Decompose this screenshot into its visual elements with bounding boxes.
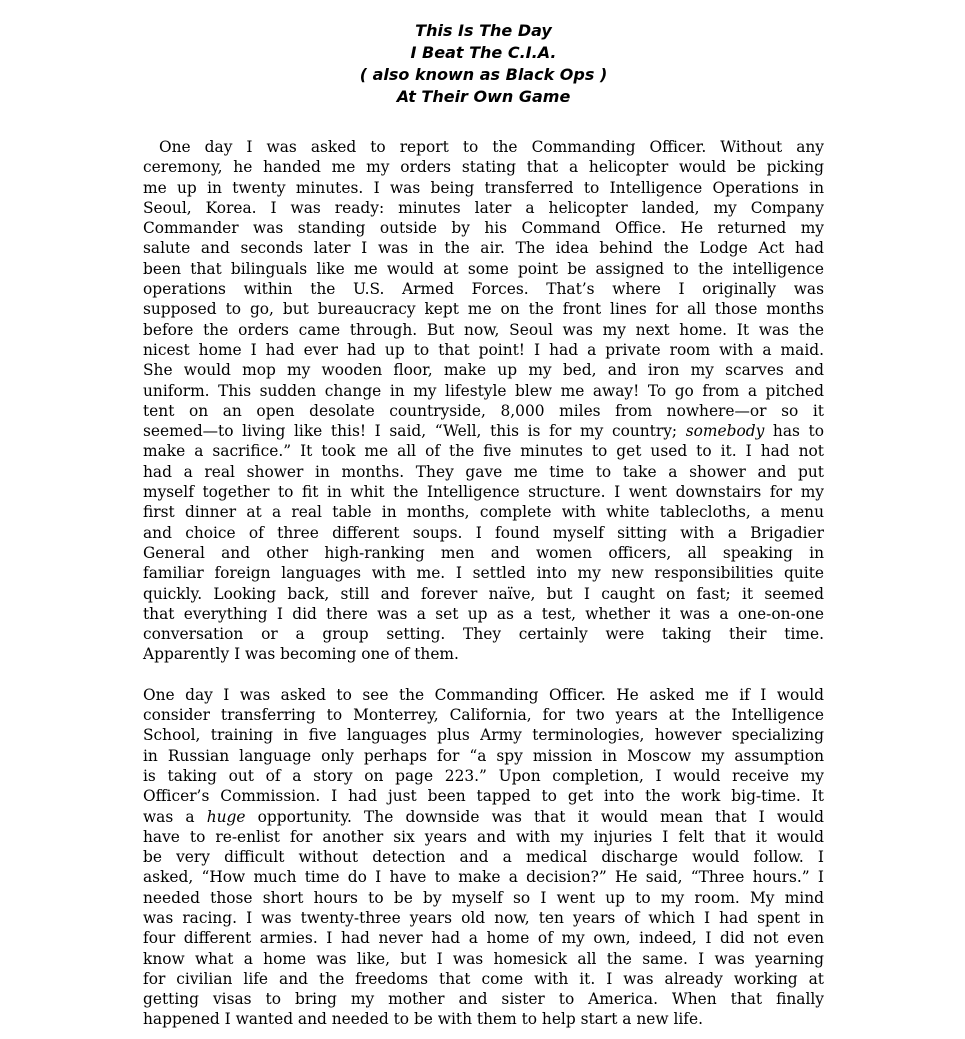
text-line: conversation or a group setting. They certainly were taking their time. — [143, 625, 824, 644]
text-line: ceremony, he handed me my orders stating that a helicopter would be picking — [143, 158, 824, 177]
text-line: One day I was asked to report to the Commanding Officer. Without any — [159, 138, 824, 156]
text-line: been that bilinguals like me would at some point be assigned to the intelligence — [143, 259, 824, 278]
text-line — [143, 807, 824, 827]
text-segment: has to — [764, 422, 824, 441]
text-line: first dinner at a real table in months, complete with white tablecloths, a menu — [143, 503, 824, 522]
text-line: is taking out of a story on page 223.” Upon completion, I would receive my — [143, 766, 824, 785]
text-line: tent on an open desolate countryside, 8,000 miles from nowhere—or so it — [143, 401, 824, 420]
text-line: Commander was standing outside by his Command Office. He returned my — [143, 219, 824, 238]
emphasis-text: huge — [206, 807, 246, 826]
text-line: be very difficult without detection and a medical discharge would follow. I — [143, 848, 824, 867]
text-line: consider transferring to Monterrey, California, for two years at the Intelligence — [143, 706, 824, 725]
text-line — [143, 421, 824, 441]
text-line: getting visas to bring my mother and sister to America. When that finally — [143, 990, 824, 1009]
emphasis-text: somebody — [685, 422, 765, 441]
text-line: myself together to fit in whit the Intelligence structure. I went downstairs for my — [143, 483, 824, 502]
text-line: Officer’s Commission. I had just been tapped to get into the work big-time. It — [143, 787, 824, 806]
text-line: familiar foreign languages with me. I settled into my new responsibilities quite — [143, 564, 824, 583]
text-line: Apparently I was becoming one of them. — [143, 645, 459, 664]
text-line: had a real shower in months. They gave me time to take a shower and put — [143, 462, 824, 481]
text-line: operations within the U.S. Armed Forces. That’s where I originally was — [143, 280, 824, 299]
text-segment: seemed—to living like this! I said, “Well, this is for my country; — [143, 422, 686, 441]
title-line-3: ( also known as Black Ops ) — [359, 65, 608, 84]
text-line: that everything I did there was a set up as a test, whether it was a one-on-one — [143, 604, 824, 623]
text-line: General and other high-ranking men and women officers, all speaking in — [143, 543, 824, 562]
text-line: have to re-enlist for another six years and with my injuries I felt that it would — [143, 827, 824, 846]
text-line: needed those short hours to be by myself so I went up to my room. My mind — [143, 888, 824, 907]
title-line-4: At Their Own Game — [396, 87, 571, 106]
title-line-1: This Is The Day — [415, 21, 552, 40]
text-line: happened I wanted and needed to be with them to help start a new life. — [143, 1010, 703, 1029]
text-line: make a sacrifice.” It took me all of the five minutes to get used to it. I had not — [143, 442, 824, 461]
text-line: nicest home I had ever had up to that point! I had a private room with a maid. — [143, 340, 824, 359]
text-line: me up in twenty minutes. I was being transferred to Intelligence Operations in — [143, 178, 824, 197]
text-line: uniform. This sudden change in my lifestyle blew me away! To go from a pitched — [143, 381, 824, 400]
title-line-2: I Beat The C.I.A. — [410, 43, 557, 62]
text-line: asked, “How much time do I have to make a decision?” He said, “Three hours.” I — [143, 868, 824, 887]
text-line: School, training in five languages plus Army terminologies, however specializing — [143, 726, 824, 745]
text-line: One day I was asked to see the Commanding Officer. He asked me if I would — [143, 685, 824, 704]
text-line: before the orders came through. But now, Seoul was my next home. It was the — [143, 320, 824, 339]
text-line: quickly. Looking back, still and forever naïve, but I caught on fast; it seemed — [143, 584, 824, 603]
paragraph-2 — [143, 685, 824, 1030]
text-line: supposed to go, but bureaucracy kept me on the front lines for all those months — [143, 300, 824, 319]
text-line: Seoul, Korea. I was ready: minutes later a helicopter landed, my Company — [143, 198, 824, 217]
text-segment: opportunity. The downside was that it would mean that I would — [245, 807, 824, 826]
text-line: She would mop my wooden floor, make up my bed, and iron my scarves and — [143, 361, 824, 380]
document-page — [143, 0, 824, 1030]
document-title — [143, 20, 824, 108]
text-line: in Russian language only perhaps for “a spy mission in Moscow my assumption — [143, 746, 824, 765]
text-line: four different armies. I had never had a home of my own, indeed, I did not even — [143, 929, 824, 948]
text-segment: was a — [143, 807, 207, 826]
text-line: and choice of three different soups. I found myself sitting with a Brigadier — [143, 523, 824, 542]
paragraph-1 — [143, 137, 824, 665]
text-line: for civilian life and the freedoms that come with it. I was already working at — [143, 969, 824, 988]
text-line: know what a home was like, but I was homesick all the same. I was yearning — [143, 949, 824, 968]
text-line: salute and seconds later I was in the air. The idea behind the Lodge Act had — [143, 239, 824, 258]
text-line: was racing. I was twenty-three years old now, ten years of which I had spent in — [143, 908, 824, 927]
